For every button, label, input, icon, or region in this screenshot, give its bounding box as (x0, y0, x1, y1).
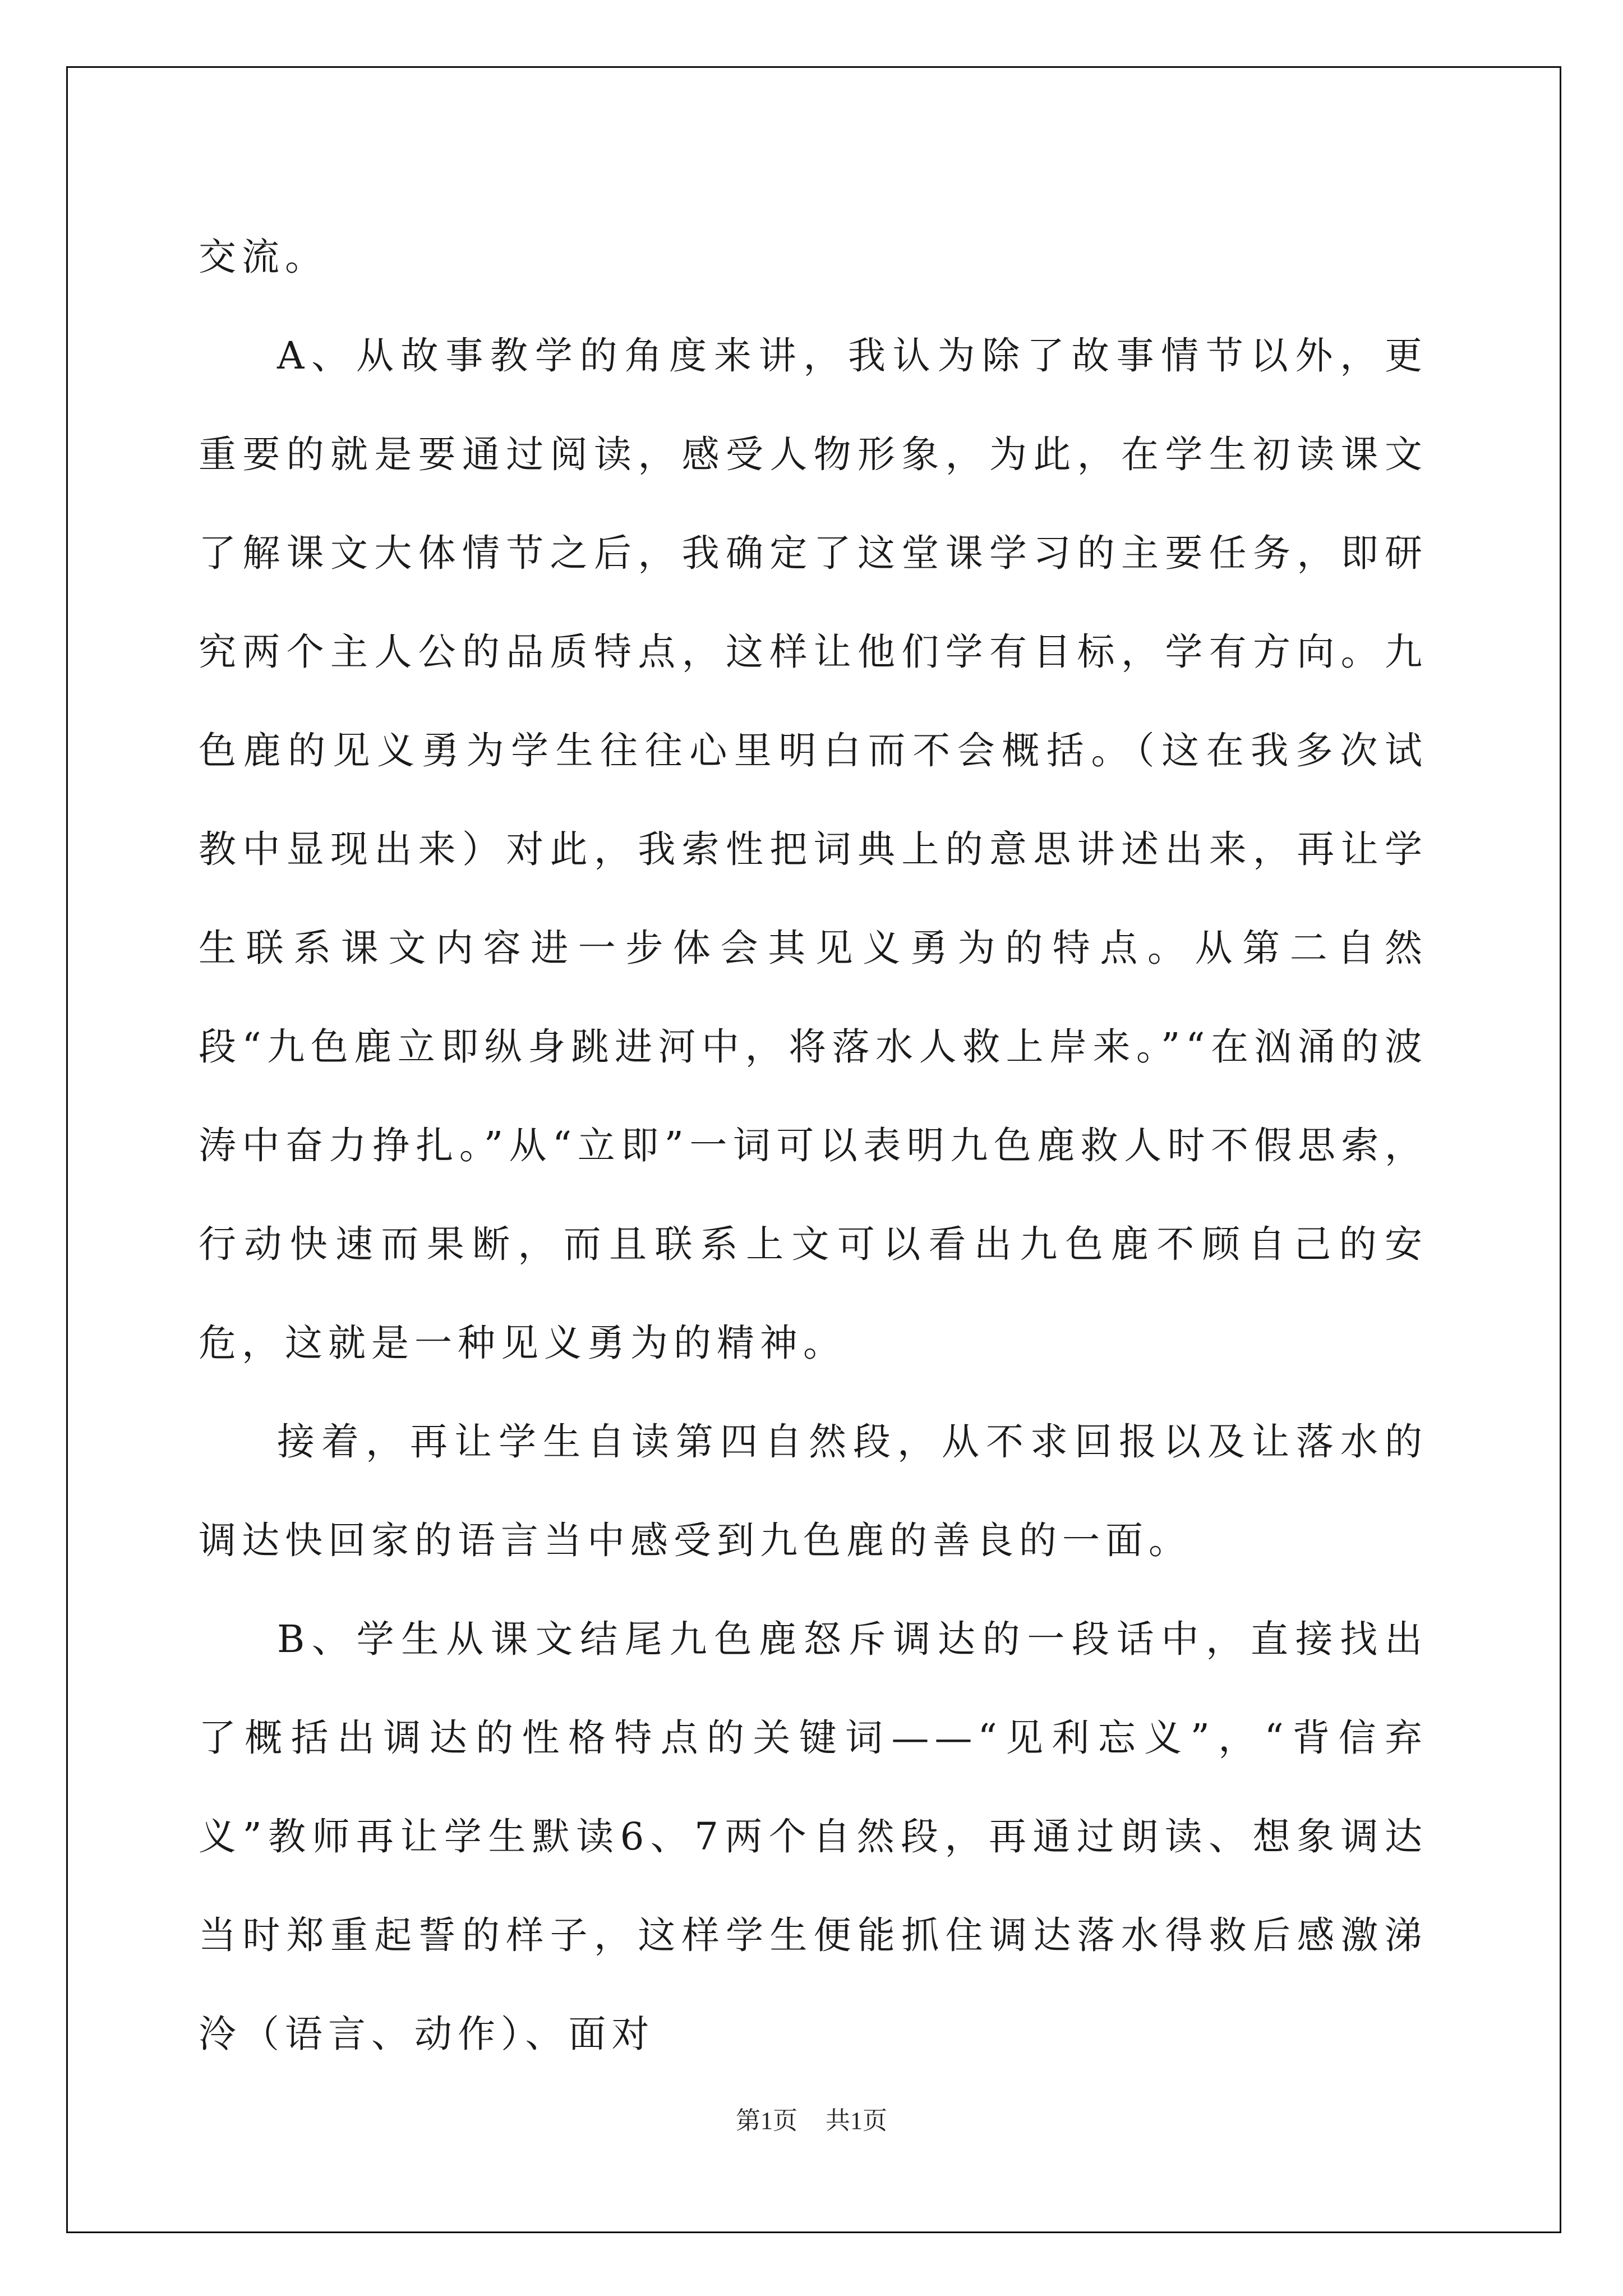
page-footer (0, 2100, 1623, 2136)
page-number: 第1页 (736, 2107, 797, 2134)
paragraph-3: 接着，再让学生自读第四自然段，从不求回报以及让落水的调达快回家的语言当中感受到九色鹿的善良的一面。 (199, 1420, 1428, 1562)
paragraph-2: A、从故事教学的角度来讲，我认为除了故事情节以外，更重要的就是要通过阅读，感受人物形象，为此，在学生初读课文了解课文大体情节之后，我确定了这堂课学习的主要任务，即研究两个主人公的品质特点，这样让他们学有目标，学有方向。九色鹿的见义勇为学生往往心里明白而不会概括。（这在我多次试教中显现出来）对此，我索性把词典上的意思讲述出来，再让学生联系课文内容进一步体会其见义勇为的特点。从第二自然段“九色鹿立即纵身跳进河中，将落水人救上岸来。”“在汹涌的波涛中奋力挣扎。”从“立即”一词可以表明九色鹿救人时不假思索，行动快速而果断，而且联系上文可以看出九色鹿不顾自己的安危，这就是一种见义勇为的精神。 (199, 334, 1428, 1365)
paragraph-1: 交流。 (199, 235, 328, 279)
paragraph-4: B、学生从课文结尾九色鹿怒斥调达的一段话中，直接找出了概括出调达的性格特点的关键词——“见利忘义”，“背信弃义”教师再让学生默读6、7两个自然段，再通过朗读、想象调达当时郑重起誓的样子，这样学生便能抓住调达落水得救后感激涕泠（语言、动作）、面对 (199, 1617, 1428, 2056)
document-body (199, 208, 1428, 2083)
page-total: 共1页 (826, 2107, 887, 2134)
